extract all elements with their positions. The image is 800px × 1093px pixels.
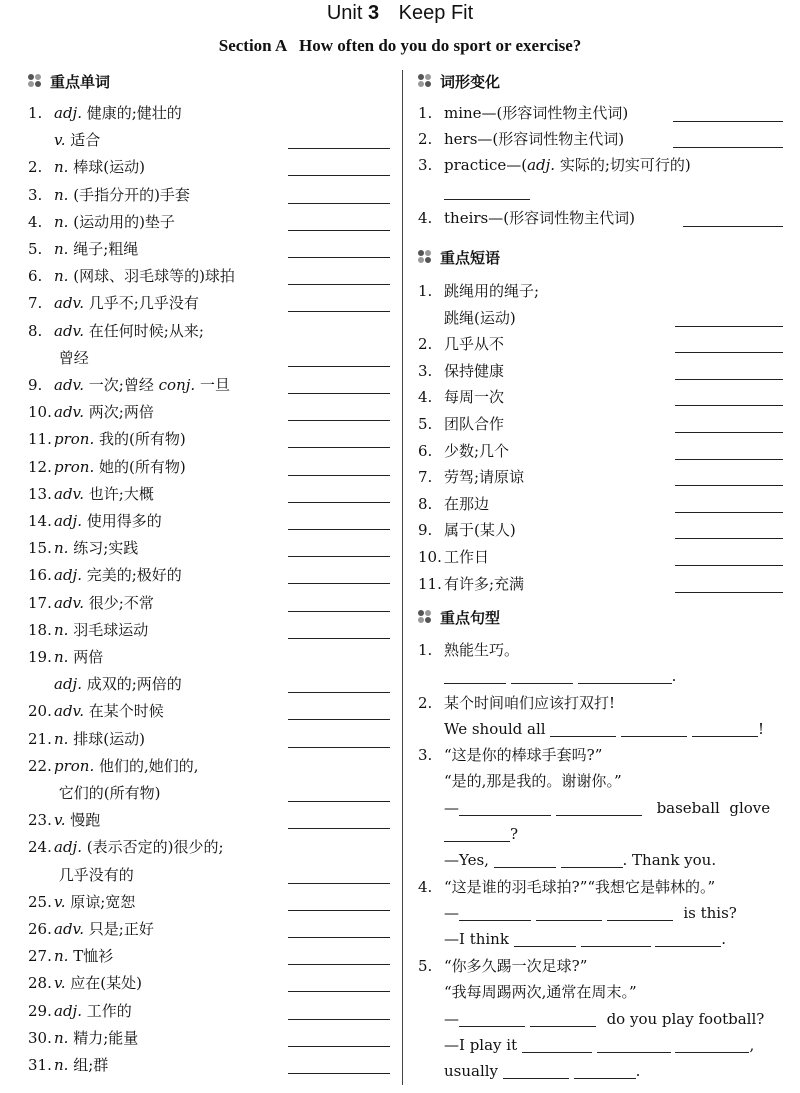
vocab-item: 曾经: [28, 346, 390, 370]
answer-blank[interactable]: [597, 1036, 671, 1053]
vocab-item: 20. adv. 在某个时候: [28, 699, 390, 723]
answer-blank[interactable]: [683, 226, 783, 227]
form-item: 2. hers—(形容词性物主代词): [418, 127, 783, 151]
answer-blank[interactable]: [288, 991, 390, 992]
sentence-3-line-2: “是的,那是我的。谢谢你。”: [444, 772, 622, 790]
vocab-item: 9. adv. 一次;曾经 conj. 一旦: [28, 373, 390, 397]
vocab-item: 26. adv. 只是;正好: [28, 917, 390, 941]
sentence-5-answer-3: usually .: [444, 1062, 641, 1080]
answer-blank[interactable]: [288, 556, 390, 557]
phrase-item: 4. 每周一次: [418, 385, 783, 409]
phrase-item: 跳绳(运动): [418, 306, 783, 330]
vocab-item: 31. n. 组;群: [28, 1053, 390, 1077]
answer-blank[interactable]: [288, 611, 390, 612]
sentence-4-answer-1: — is this?: [444, 904, 737, 922]
vocab-item: 18. n. 羽毛球运动: [28, 618, 390, 642]
vocab-item: 24. adj. (表示否定的)很少的;: [28, 838, 224, 857]
answer-blank[interactable]: [444, 825, 510, 842]
sentence-3: 3. “这是你的棒球手套吗?”: [418, 746, 603, 764]
unit-number: 3: [367, 2, 380, 24]
answer-blank[interactable]: [459, 1010, 525, 1027]
unit-title: [0, 2, 800, 25]
sentence-5-line-2: “我每周踢两次,通常在周末。”: [444, 983, 637, 1001]
phrase-item: 11. 有许多;充满: [418, 572, 783, 596]
answer-blank[interactable]: [288, 502, 390, 503]
answer-blank[interactable]: [621, 720, 687, 737]
key-sentences-heading: 重点句型: [418, 606, 500, 630]
sentence-4: 4. “这是谁的羽毛球拍?”“我想它是韩林的。”: [418, 878, 716, 896]
answer-blank[interactable]: [675, 379, 783, 380]
answer-blank[interactable]: [288, 284, 390, 285]
phrase-item: 1. 跳绳用的绳子;: [418, 282, 540, 300]
answer-blank[interactable]: [536, 904, 602, 921]
phrase-item: 7. 劳驾;请原谅: [418, 465, 783, 489]
answer-blank[interactable]: [655, 930, 721, 947]
answer-blank[interactable]: [556, 799, 642, 816]
answer-blank[interactable]: [444, 183, 530, 200]
vocab-item: 25. v. 原谅;宽恕: [28, 890, 390, 914]
answer-blank[interactable]: [673, 147, 783, 148]
unit-label: Unit: [326, 2, 363, 24]
phrase-item: 3. 保持健康: [418, 359, 783, 383]
vocab-item: 2. n. 棒球(运动): [28, 155, 390, 179]
section-bullet-icon: [418, 250, 432, 264]
sentence-5-answer-2: —I play it ,: [444, 1036, 755, 1054]
answer-blank[interactable]: [444, 667, 506, 684]
answer-blank[interactable]: [288, 801, 390, 802]
section-title: Section A How often do you do sport or exercise?: [218, 36, 582, 55]
vocab-item: adj. 成双的;两倍的: [28, 672, 390, 696]
answer-blank[interactable]: [288, 1073, 390, 1074]
answer-blank[interactable]: [607, 904, 673, 921]
vocab-item: 30. n. 精力;能量: [28, 1026, 390, 1050]
vocab-item: 23. v. 慢跑: [28, 808, 390, 832]
answer-blank[interactable]: [675, 405, 783, 406]
answer-blank[interactable]: [288, 393, 390, 394]
answer-blank[interactable]: [511, 667, 573, 684]
vocab-item: 15. n. 练习;实践: [28, 536, 390, 560]
vocab-item: 13. adv. 也许;大概: [28, 482, 390, 506]
answer-blank[interactable]: [288, 828, 390, 829]
answer-blank[interactable]: [288, 257, 390, 258]
vocab-item: 6. n. (网球、羽毛球等的)球拍: [28, 264, 390, 288]
answer-blank[interactable]: [530, 1010, 596, 1027]
word-forms-heading: 词形变化: [418, 70, 500, 94]
answer-blank[interactable]: [561, 851, 623, 868]
answer-blank[interactable]: [288, 910, 390, 911]
answer-blank[interactable]: [578, 667, 672, 684]
vocab-item: 29. adj. 工作的: [28, 999, 390, 1023]
section-bullet-icon: [418, 610, 432, 624]
key-phrases-heading: 重点短语: [418, 246, 500, 270]
section-bullet-icon: [418, 74, 432, 88]
answer-blank[interactable]: [692, 720, 758, 737]
vocab-item: 28. v. 应在(某处): [28, 971, 390, 995]
answer-blank[interactable]: [288, 311, 390, 312]
vocab-item: v. 适合: [28, 128, 390, 152]
phrase-item: 2. 几乎从不: [418, 332, 783, 356]
answer-blank[interactable]: [288, 420, 390, 421]
vocab-item: 7. adv. 几乎不;几乎没有: [28, 291, 390, 315]
answer-blank[interactable]: [288, 883, 390, 884]
answer-blank[interactable]: [288, 937, 390, 938]
vocab-item: 4. n. (运动用的)垫子: [28, 210, 390, 234]
answer-blank[interactable]: [494, 851, 556, 868]
answer-blank[interactable]: [675, 592, 783, 593]
vocab-item: 27. n. T恤衫: [28, 944, 390, 968]
sentence-1: 1. 熟能生巧。: [418, 641, 520, 659]
answer-blank[interactable]: [459, 799, 551, 816]
answer-blank[interactable]: [503, 1062, 569, 1079]
section-bullet-icon: [28, 74, 42, 88]
form-item-answer-line: [418, 180, 783, 204]
answer-blank[interactable]: [288, 366, 390, 367]
sentence-2-answer: We should all !: [444, 720, 764, 738]
vocab-item: 8. adv. 在任何时候;从来;: [28, 321, 204, 340]
vocab-item: 12. pron. 她的(所有物): [28, 455, 390, 479]
answer-blank[interactable]: [675, 352, 783, 353]
answer-blank[interactable]: [288, 1019, 390, 1020]
form-item: 3. practice—(adj. 实际的;切实可行的): [418, 156, 691, 174]
answer-blank[interactable]: [288, 148, 390, 149]
column-divider: [402, 70, 403, 1085]
answer-blank[interactable]: [288, 638, 390, 639]
sentence-2: 2. 某个时间咱们应该打双打!: [418, 694, 616, 712]
answer-blank[interactable]: [288, 1046, 390, 1047]
answer-blank[interactable]: [288, 747, 390, 748]
phrase-item: 5. 团队合作: [418, 412, 783, 436]
answer-blank[interactable]: [675, 512, 783, 513]
answer-blank[interactable]: [675, 1036, 749, 1053]
answer-blank[interactable]: [288, 529, 390, 530]
vocab-item: 它们的(所有物): [28, 781, 390, 805]
phrase-item: 8. 在那边: [418, 492, 783, 516]
answer-blank[interactable]: [288, 175, 390, 176]
answer-blank[interactable]: [673, 121, 783, 122]
vocab-item: 16. adj. 完美的;极好的: [28, 563, 390, 587]
answer-blank[interactable]: [288, 475, 390, 476]
answer-blank[interactable]: [288, 583, 390, 584]
form-item: 1. mine—(形容词性物主代词): [418, 101, 783, 125]
phrase-item: 6. 少数;几个: [418, 439, 783, 463]
answer-blank[interactable]: [675, 485, 783, 486]
answer-blank[interactable]: [288, 203, 390, 204]
answer-blank[interactable]: [581, 930, 651, 947]
vocab-item: 14. adj. 使用得多的: [28, 509, 390, 533]
answer-blank[interactable]: [675, 432, 783, 433]
vocab-item: 3. n. (手指分开的)手套: [28, 183, 390, 207]
answer-blank[interactable]: [288, 692, 390, 693]
vocab-item: 22. pron. 他们的,她们的,: [28, 756, 199, 775]
answer-blank[interactable]: [675, 326, 783, 327]
answer-blank[interactable]: [514, 930, 576, 947]
vocab-item: 5. n. 绳子;粗绳: [28, 237, 390, 261]
key-words-heading: 重点单词: [28, 70, 110, 94]
answer-blank[interactable]: [288, 964, 390, 965]
sentence-3-answer-1: — baseball glove: [444, 799, 771, 817]
sentence-4-answer-2: —I think .: [444, 930, 727, 948]
vocab-item: 17. adv. 很少;不常: [28, 591, 390, 615]
answer-blank[interactable]: [459, 904, 531, 921]
sentence-1-answer: .: [418, 664, 676, 688]
answer-blank[interactable]: [288, 719, 390, 720]
sentence-3-answer-2: ?: [418, 822, 518, 846]
answer-blank[interactable]: [522, 1036, 592, 1053]
sentence-5-answer-1: — do you play football?: [444, 1010, 765, 1028]
unit-name: Keep Fit: [398, 2, 474, 24]
phrase-item: 9. 属于(某人): [418, 518, 783, 542]
vocab-item: 21. n. 排球(运动): [28, 727, 390, 751]
answer-blank[interactable]: [675, 538, 783, 539]
vocab-item: 几乎没有的: [28, 863, 390, 887]
sentence-3-answer-3: —Yes, . Thank you.: [444, 851, 717, 869]
answer-blank[interactable]: [288, 447, 390, 448]
answer-blank[interactable]: [550, 720, 616, 737]
vocab-item: 11. pron. 我的(所有物): [28, 427, 390, 451]
vocab-item: 19. n. 两倍: [28, 648, 104, 666]
answer-blank[interactable]: [675, 565, 783, 566]
vocab-item: 1. adj. 健康的;健壮的: [28, 104, 182, 122]
sentence-5: 5. “你多久踢一次足球?”: [418, 957, 588, 975]
vocab-item: 10. adv. 两次;两倍: [28, 400, 390, 424]
answer-blank[interactable]: [675, 459, 783, 460]
form-item: 4. theirs—(形容词性物主代词): [418, 206, 783, 230]
answer-blank[interactable]: [574, 1062, 636, 1079]
phrase-item: 10. 工作日: [418, 545, 783, 569]
answer-blank[interactable]: [288, 230, 390, 231]
